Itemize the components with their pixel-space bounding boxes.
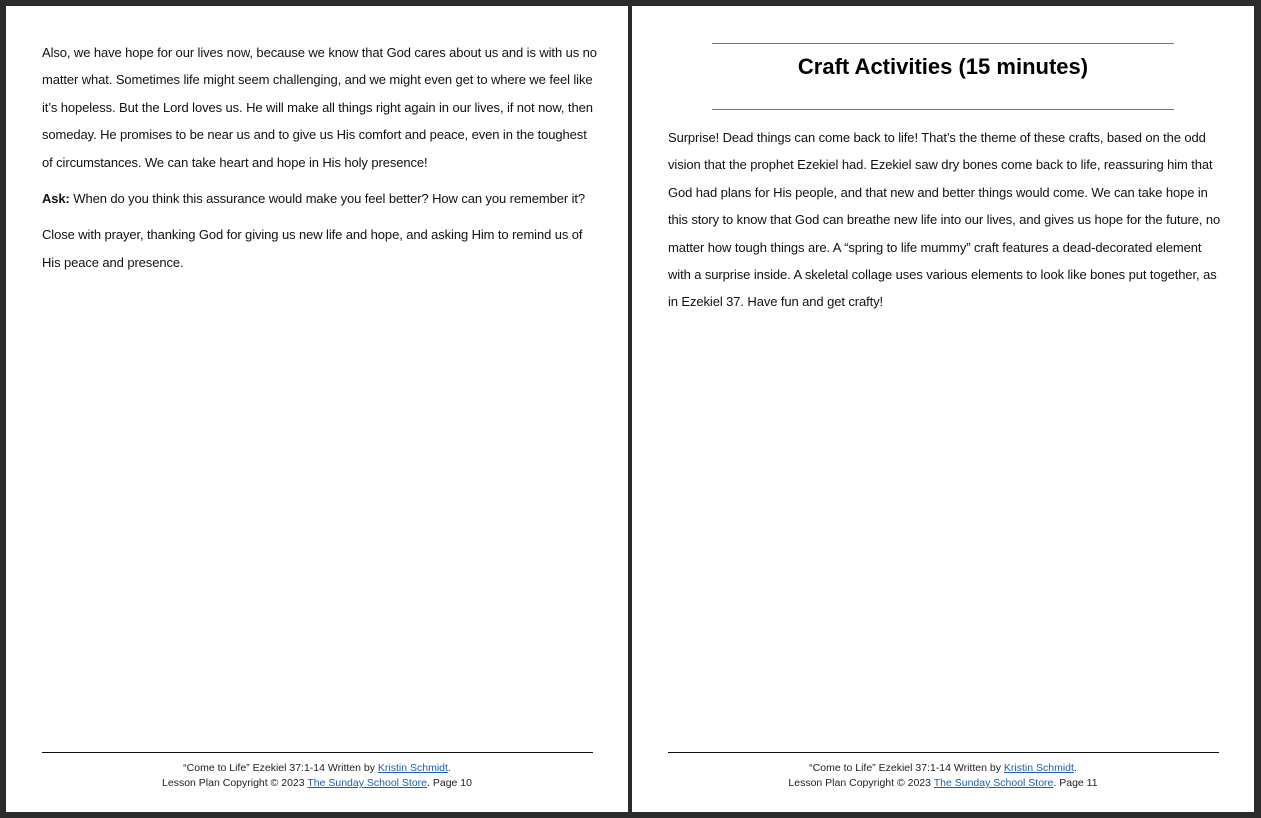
page-11-footer xyxy=(632,761,1254,791)
store-link[interactable]: The Sunday School Store xyxy=(933,777,1054,789)
author-link[interactable]: Kristin Schmidt xyxy=(377,762,448,774)
heading-top-rule xyxy=(712,43,1174,44)
ask-paragraph xyxy=(42,185,597,212)
page-number: . Page 11 xyxy=(1053,777,1098,789)
craft-intro-paragraph: Surprise! Dead things can come back to life! That’s the theme of these crafts, based on the odd vision that the prophet Ezekiel had. Ezekiel saw dry bones come back to life, reassuring him that God had plans for His people, and that new and better things would come. We can take hope in this story to know that God can breathe new life into our lives, and gives us hope for the future, no matter how tough things are. A “spring to life mummy” craft features a dead-decorated element with a surprise inside. A skeletal collage uses various elements to look like bones put together, as in Ezekiel 37. Have fun and get crafty! xyxy=(668,130,1221,310)
author-link[interactable]: Kristin Schmidt xyxy=(1003,762,1074,774)
page-10 xyxy=(6,6,628,812)
closing-prayer-paragraph: Close with prayer, thanking God for giving us new life and hope, and asking Him to remind us of His peace and presence. xyxy=(42,227,583,270)
footer-divider xyxy=(668,752,1219,753)
footer-punct: . xyxy=(1073,762,1077,774)
footer-punct: . xyxy=(447,762,451,774)
heading-bottom-rule xyxy=(712,109,1174,110)
footer-lesson-title: “Come to Life” Ezekiel 37:1-14 Written by xyxy=(183,762,378,774)
section-heading: Craft Activities (15 minutes) xyxy=(797,54,1089,79)
page-11-body xyxy=(668,124,1223,325)
footer-copyright: Lesson Plan Copyright © 2023 xyxy=(162,777,308,789)
footer-divider xyxy=(42,752,593,753)
page-10-footer xyxy=(6,761,628,791)
page-11 xyxy=(632,6,1254,812)
ask-label: Ask: xyxy=(42,191,70,207)
store-link[interactable]: The Sunday School Store xyxy=(307,777,428,789)
footer-copyright: Lesson Plan Copyright © 2023 xyxy=(788,777,934,789)
footer-lesson-title: “Come to Life” Ezekiel 37:1-14 Written by xyxy=(809,762,1004,774)
page-number: . Page 10 xyxy=(427,777,472,789)
ask-question: When do you think this assurance would make you feel better? How can you remember it? xyxy=(69,191,586,207)
page-10-body xyxy=(42,39,597,285)
hope-paragraph: Also, we have hope for our lives now, because we know that God cares about us and is with us no matter what. Sometimes life might seem challenging, and we might even get to where we feel like it’s hopeless. But the Lord loves us. He will make all things right again in our lives, if not now, then someday. He promises to be near us and to give us His comfort and peace, even in the toughest of circumstances. We can take heart and hope in His holy presence! xyxy=(42,45,597,170)
